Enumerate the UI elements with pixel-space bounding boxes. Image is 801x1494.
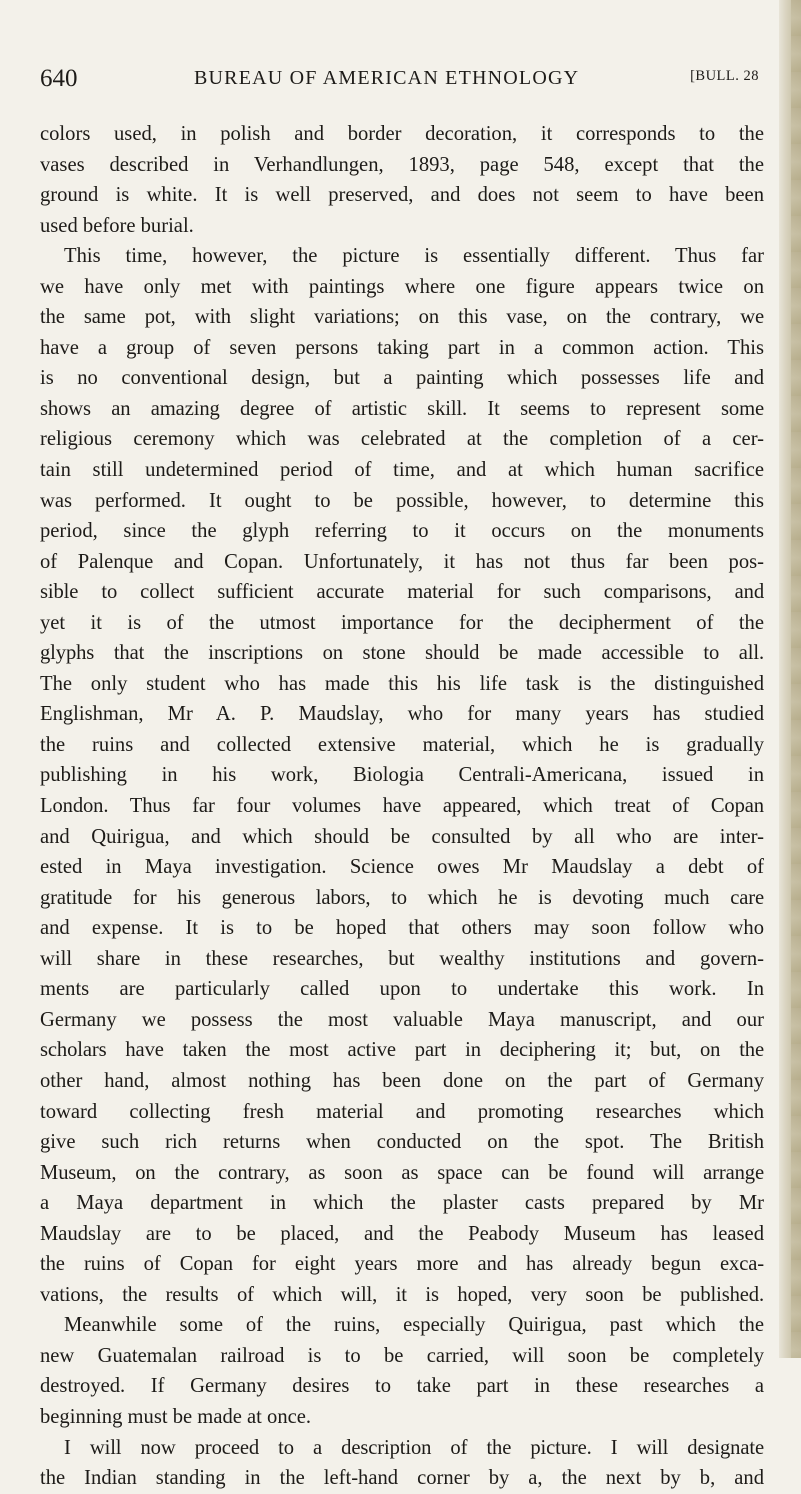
text-line: the ruins of Copan for eight years more and has already begun exca- [40,1253,764,1276]
text-line: sible to collect sufficient accurate material for such comparisons, and [40,581,764,604]
page-header [40,65,778,99]
text-line: Englishman, Mr A. P. Maudslay, who for many years has studied [40,703,764,726]
text-line: have a group of seven persons taking part in a common action. This [40,336,764,359]
text-line: religious ceremony which was celebrated at the completion of a cer- [40,428,764,451]
text-line: give such rich returns when conducted on the spot. The British [40,1131,764,1154]
text-line: and Quirigua, and which should be consulted by all who are inter- [40,825,764,848]
text-line: used before burial. [40,214,194,237]
text-line: gratitude for his generous labors, to which he is devoting much care [40,886,764,909]
text-line: shows an amazing degree of artistic skill. It seems to represent some [40,397,764,420]
text-line: destroyed. If Germany desires to take part in these researches a [40,1375,764,1398]
text-line: a Maya department in which the plaster casts prepared by Mr [40,1192,764,1215]
text-line: ments are particularly called upon to undertake this work. In [40,978,764,1001]
text-line: The only student who has made this his life task is the distinguished [40,672,764,695]
running-title: BUREAU OF AMERICAN ETHNOLOGY [194,67,580,89]
text-line: yet it is of the utmost importance for the decipherment of the [40,611,764,634]
text-line: London. Thus far four volumes have appeared, which treat of Copan [40,795,764,818]
text-line: beginning must be made at once. [40,1405,312,1428]
text-line: Meanwhile some of the ruins, especially Quirigua, past which the [64,1314,764,1337]
text-line: scholars have taken the most active part in deciphering it; but, on the [40,1039,764,1062]
text-line: Germany we possess the most valuable Maya manuscript, and our [40,1008,764,1031]
text-line: vations, the results of which will, it is hoped, very soon be published. [40,1283,764,1306]
text-line: vases described in Verhandlungen, 1893, page 548, except that the [40,153,764,176]
text-line: we have only met with paintings where one figure appears twice on [40,275,764,298]
text-line: I will now proceed to a description of the picture. I will designate [64,1436,764,1459]
text-line: toward collecting fresh material and promoting researches which [40,1100,764,1123]
text-line: of Palenque and Copan. Unfortunately, it has not thus far been pos- [40,550,764,573]
text-line: Maudslay are to be placed, and the Peabody Museum has leased [40,1222,764,1245]
text-line: publishing in his work, Biologia Centrali-Americana, issued in [40,764,764,787]
text-line: tain still undetermined period of time, and at which human sacrifice [40,459,764,482]
text-line: Museum, on the contrary, as soon as space can be found will arrange [40,1161,764,1184]
text-line: period, since the glyph referring to it occurs on the monuments [40,520,764,543]
text-line: the Indian standing in the left-hand corner by a, the next by b, and [40,1467,764,1490]
text-line: ested in Maya investigation. Science owes Mr Maudslay a debt of [40,856,764,879]
body-text [40,119,764,1494]
text-line: and expense. It is to be hoped that others may soon follow who [40,917,764,940]
text-line: colors used, in polish and border decoration, it corresponds to the [40,123,764,145]
text-line: This time, however, the picture is essentially different. Thus far [64,245,764,268]
series-label: [BULL. 28 [690,68,759,84]
page-edge-texture [791,0,801,1358]
text-line: was performed. It ought to be possible, however, to determine this [40,489,764,512]
text-line: the ruins and collected extensive material, which he is gradually [40,733,764,756]
text-line: will share in these researches, but wealthy institutions and govern- [40,947,764,970]
text-line: ground is white. It is well preserved, and does not seem to have been [40,184,764,207]
text-line: the same pot, with slight variations; on this vase, on the contrary, we [40,306,764,329]
page-number: 640 [40,65,78,92]
text-line: is no conventional design, but a painting which possesses life and [40,367,764,390]
text-line: other hand, almost nothing has been done on the part of Germany [40,1069,764,1092]
text-line: new Guatemalan railroad is to be carried, will soon be completely [40,1344,764,1367]
text-line: glyphs that the inscriptions on stone should be made accessible to all. [40,642,764,665]
